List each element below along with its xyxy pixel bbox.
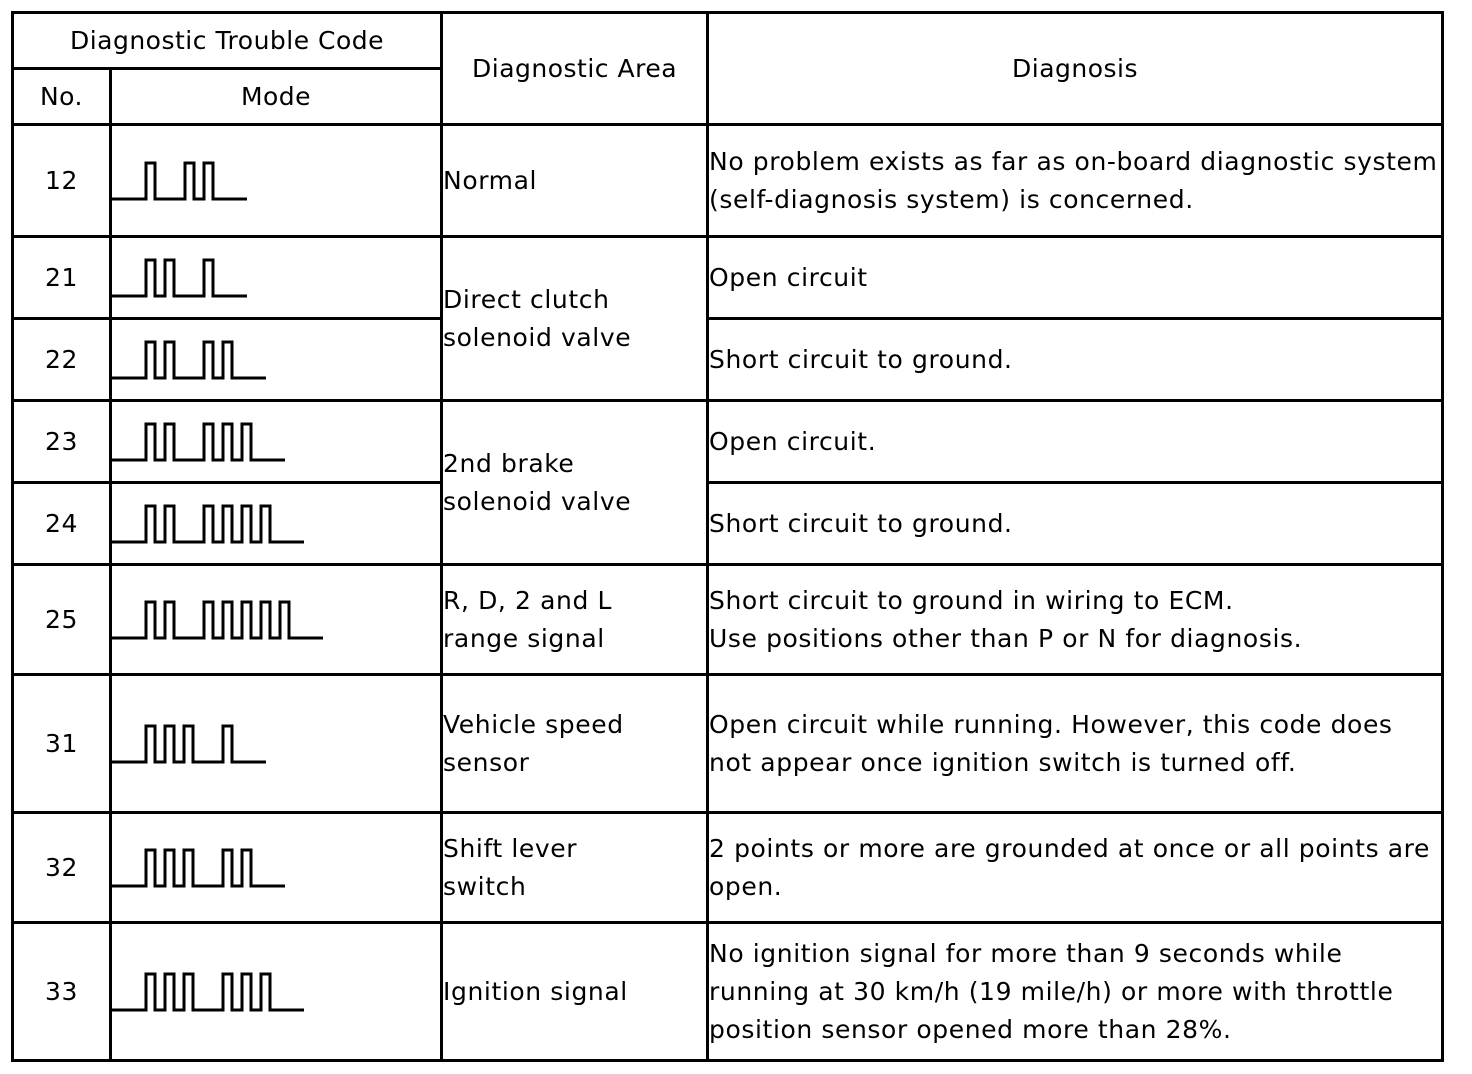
mode-waveform — [111, 565, 442, 675]
table-row — [13, 319, 1443, 401]
header-diagnostic-area: Diagnostic Area — [442, 13, 708, 125]
mode-waveform — [111, 483, 442, 565]
pulse-waveform-icon — [112, 970, 308, 1014]
diagnostic-trouble-code-table — [11, 11, 1444, 1062]
table-row — [13, 401, 1443, 483]
pulse-waveform-icon — [112, 338, 270, 382]
pulse-waveform-icon — [112, 722, 270, 766]
diagnostic-area: Shift lever switch — [442, 813, 708, 923]
table-row — [13, 813, 1443, 923]
table-row — [13, 237, 1443, 319]
diagnosis-text: No ignition signal for more than 9 seconds while running at 30 km/h (19 mile/h) or more with throttle position sensor opened more than 28%. — [708, 923, 1443, 1061]
code-number: 12 — [13, 125, 111, 237]
pulse-waveform-icon — [112, 846, 289, 890]
table-row — [13, 923, 1443, 1061]
mode-waveform — [111, 125, 442, 237]
pulse-waveform-icon — [112, 502, 308, 546]
diagnosis-text: Open circuit. — [708, 401, 1443, 483]
pulse-waveform-icon — [112, 598, 327, 642]
diagnosis-text: Open circuit — [708, 237, 1443, 319]
diagnosis-text: 2 points or more are grounded at once or all points are open. — [708, 813, 1443, 923]
diagnostic-area: Direct clutch solenoid valve — [442, 237, 708, 401]
table-row — [13, 125, 1443, 237]
code-number: 33 — [13, 923, 111, 1061]
header-no: No. — [13, 69, 111, 125]
header-diagnostic-trouble-code: Diagnostic Trouble Code — [13, 13, 442, 69]
pulse-waveform-icon — [112, 256, 251, 300]
diagnosis-text: No problem exists as far as on-board diagnostic system (self-diagnosis system) is concerned. — [708, 125, 1443, 237]
code-number: 23 — [13, 401, 111, 483]
diagnosis-line: Use positions other than P or N for diagnosis. — [709, 623, 1303, 653]
table-row — [13, 483, 1443, 565]
diagnostic-area: Ignition signal — [442, 923, 708, 1061]
diagnosis-text: Short circuit to ground. — [708, 483, 1443, 565]
diagnostic-area: 2nd brake solenoid valve — [442, 401, 708, 565]
diagnosis-line: Short circuit to ground in wiring to ECM. — [709, 585, 1234, 615]
mode-waveform — [111, 923, 442, 1061]
code-number: 22 — [13, 319, 111, 401]
code-number: 24 — [13, 483, 111, 565]
diagnosis-text: Short circuit to ground. — [708, 319, 1443, 401]
code-number: 32 — [13, 813, 111, 923]
diagnostic-area: Vehicle speed sensor — [442, 675, 708, 813]
pulse-waveform-icon — [112, 420, 289, 464]
diagnostic-area: Normal — [442, 125, 708, 237]
table-row — [13, 675, 1443, 813]
mode-waveform — [111, 319, 442, 401]
table-row — [13, 565, 1443, 675]
mode-waveform — [111, 675, 442, 813]
header-mode: Mode — [111, 69, 442, 125]
pulse-waveform-icon — [112, 159, 251, 203]
code-number: 21 — [13, 237, 111, 319]
header-diagnosis: Diagnosis — [708, 13, 1443, 125]
code-number: 31 — [13, 675, 111, 813]
diagnosis-text — [708, 565, 1443, 675]
mode-waveform — [111, 401, 442, 483]
diagnostic-area: R, D, 2 and L range signal — [442, 565, 708, 675]
mode-waveform — [111, 237, 442, 319]
code-number: 25 — [13, 565, 111, 675]
diagnosis-text: Open circuit while running. However, this code does not appear once ignition switch is turned off. — [708, 675, 1443, 813]
header-row-top — [13, 13, 1443, 69]
mode-waveform — [111, 813, 442, 923]
